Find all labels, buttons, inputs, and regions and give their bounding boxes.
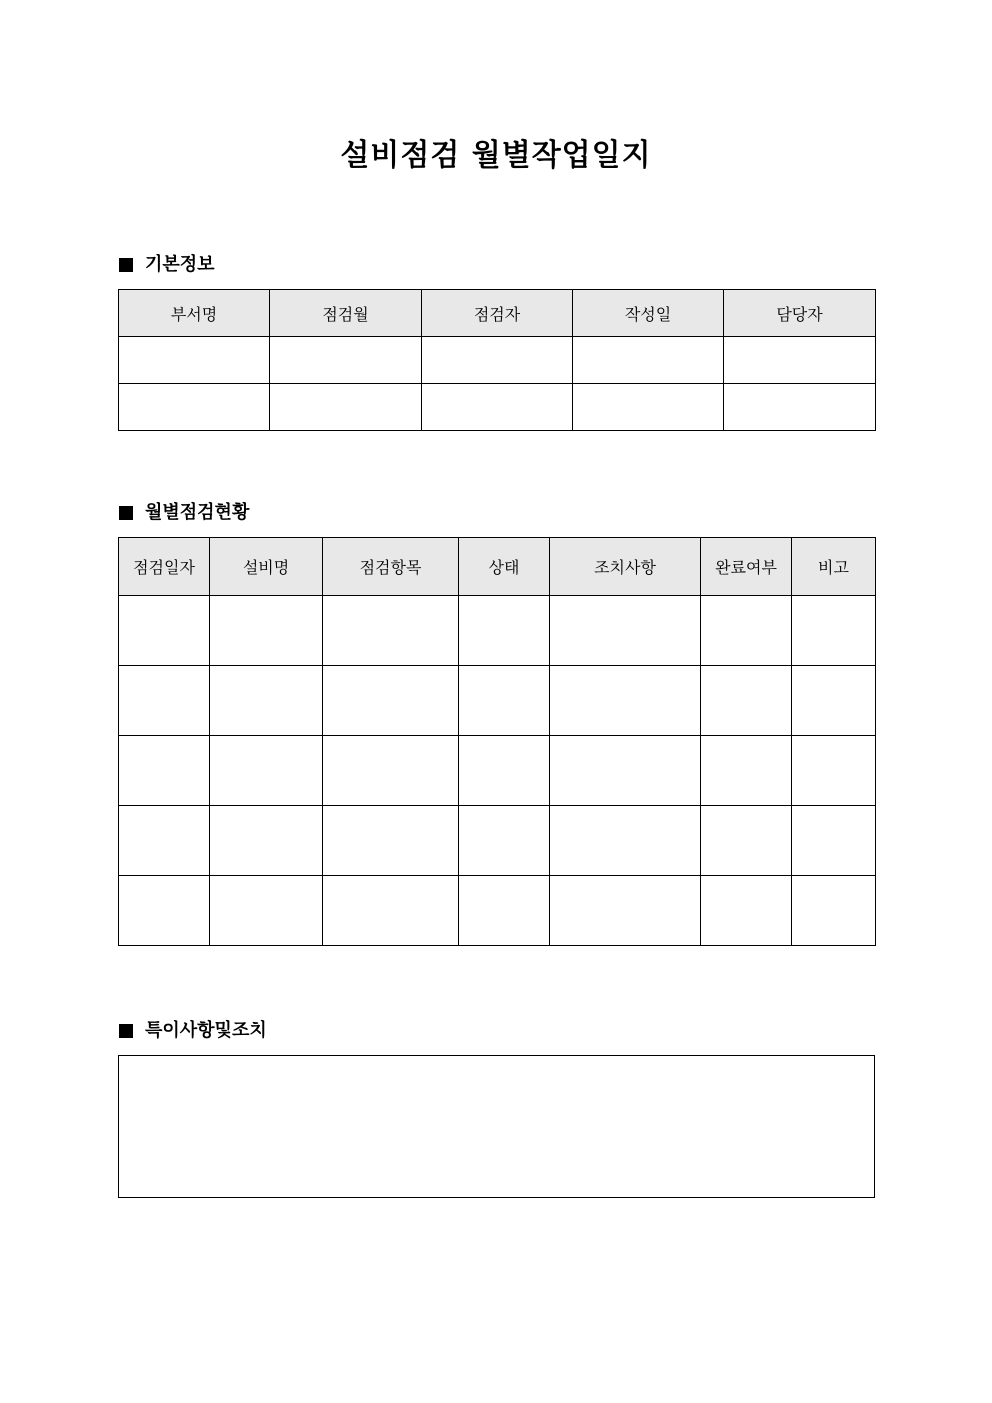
table-row bbox=[119, 596, 876, 666]
page-title: 설비점검 월별작업일지 bbox=[340, 138, 652, 173]
column-header-inspection-date: 점검일자 bbox=[119, 538, 210, 596]
table-cell[interactable] bbox=[701, 806, 792, 876]
column-header-remarks: 비고 bbox=[792, 538, 876, 596]
column-header-inspection-item: 점검항목 bbox=[323, 538, 459, 596]
table-cell[interactable] bbox=[724, 384, 876, 431]
table-cell[interactable] bbox=[119, 666, 210, 736]
table-cell[interactable] bbox=[119, 596, 210, 666]
table-row bbox=[119, 736, 876, 806]
table-row bbox=[119, 666, 876, 736]
table-cell[interactable] bbox=[459, 666, 550, 736]
table-cell[interactable] bbox=[550, 806, 701, 876]
section-heading-monthly-status bbox=[119, 501, 249, 525]
table-cell[interactable] bbox=[119, 876, 210, 946]
table-row bbox=[119, 384, 876, 431]
table-cell[interactable] bbox=[459, 596, 550, 666]
table-cell[interactable] bbox=[550, 876, 701, 946]
table-cell[interactable] bbox=[573, 384, 724, 431]
basic-info-table bbox=[118, 289, 876, 431]
table-cell[interactable] bbox=[119, 806, 210, 876]
section-heading-basic-info bbox=[119, 253, 215, 277]
monthly-status-table bbox=[118, 537, 876, 946]
table-cell[interactable] bbox=[210, 806, 323, 876]
table-cell[interactable] bbox=[323, 876, 459, 946]
table-cell[interactable] bbox=[323, 596, 459, 666]
table-cell[interactable] bbox=[701, 736, 792, 806]
section-heading-notes bbox=[119, 1019, 267, 1043]
table-cell[interactable] bbox=[459, 876, 550, 946]
table-row bbox=[119, 337, 876, 384]
column-header-inspector: 점검자 bbox=[422, 290, 573, 337]
column-header-action-taken: 조치사항 bbox=[550, 538, 701, 596]
table-cell[interactable] bbox=[323, 806, 459, 876]
table-cell[interactable] bbox=[550, 736, 701, 806]
table-cell[interactable] bbox=[792, 596, 876, 666]
table-cell[interactable] bbox=[459, 736, 550, 806]
table-cell[interactable] bbox=[792, 666, 876, 736]
table-cell[interactable] bbox=[119, 384, 270, 431]
table-row bbox=[119, 876, 876, 946]
section-heading-label: 월별점검현황 bbox=[145, 502, 250, 523]
table-cell[interactable] bbox=[701, 666, 792, 736]
table-cell[interactable] bbox=[550, 666, 701, 736]
table-cell[interactable] bbox=[459, 806, 550, 876]
table-cell[interactable] bbox=[323, 736, 459, 806]
table-cell[interactable] bbox=[210, 666, 323, 736]
table-cell[interactable] bbox=[210, 596, 323, 666]
section-heading-label: 기본정보 bbox=[145, 254, 215, 275]
table-cell[interactable] bbox=[422, 384, 573, 431]
table-cell[interactable] bbox=[119, 337, 270, 384]
table-cell[interactable] bbox=[701, 596, 792, 666]
square-bullet-icon bbox=[119, 1024, 133, 1038]
square-bullet-icon bbox=[119, 258, 133, 272]
table-header-row bbox=[119, 290, 876, 337]
table-cell[interactable] bbox=[792, 806, 876, 876]
column-header-status: 상태 bbox=[459, 538, 550, 596]
table-cell[interactable] bbox=[724, 337, 876, 384]
column-header-date-written: 작성일 bbox=[573, 290, 724, 337]
column-header-completion: 완료여부 bbox=[701, 538, 792, 596]
table-cell[interactable] bbox=[270, 337, 422, 384]
table-cell[interactable] bbox=[270, 384, 422, 431]
table-cell[interactable] bbox=[550, 596, 701, 666]
table-cell[interactable] bbox=[701, 876, 792, 946]
table-cell[interactable] bbox=[210, 876, 323, 946]
table-cell[interactable] bbox=[210, 736, 323, 806]
table-row bbox=[119, 806, 876, 876]
section-heading-label: 특이사항및조치 bbox=[145, 1020, 267, 1041]
column-header-inspection-month: 점검월 bbox=[270, 290, 422, 337]
table-cell[interactable] bbox=[323, 666, 459, 736]
table-cell[interactable] bbox=[119, 736, 210, 806]
table-cell[interactable] bbox=[792, 736, 876, 806]
table-cell[interactable] bbox=[422, 337, 573, 384]
table-header-row bbox=[119, 538, 876, 596]
notes-box[interactable] bbox=[118, 1055, 875, 1198]
table-cell[interactable] bbox=[792, 876, 876, 946]
table-cell[interactable] bbox=[573, 337, 724, 384]
column-header-department: 부서명 bbox=[119, 290, 270, 337]
column-header-person-in-charge: 담당자 bbox=[724, 290, 876, 337]
column-header-equipment-name: 설비명 bbox=[210, 538, 323, 596]
square-bullet-icon bbox=[119, 506, 133, 520]
